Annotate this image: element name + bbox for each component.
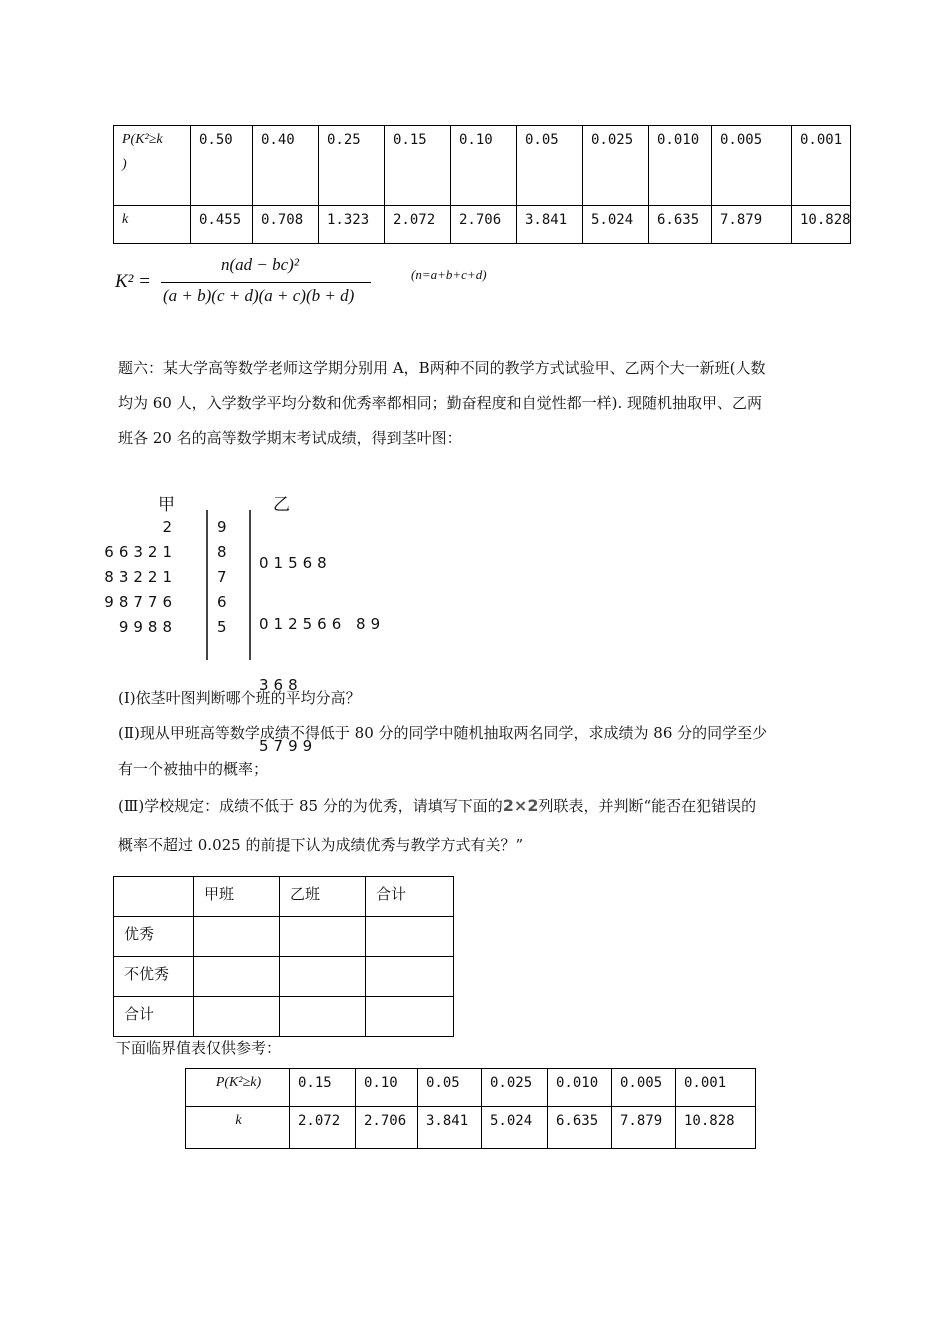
p-label: P(K²≥k)	[186, 1069, 290, 1107]
k-value: 2.706	[356, 1107, 418, 1149]
leaf-row: 66321	[104, 543, 177, 561]
question-3a-post: 列联表，并判断“能否在犯错误的	[538, 797, 757, 815]
stem-value: 5	[217, 618, 232, 636]
k-row	[186, 1107, 756, 1149]
p-value: 0.15	[385, 126, 451, 206]
formula-lhs: K² =	[115, 271, 151, 292]
k-value: 7.879	[612, 1107, 676, 1149]
stem-value: 8	[217, 543, 232, 561]
p-row	[186, 1069, 756, 1107]
leaf-row: 98776	[104, 593, 177, 611]
stem-value: 6	[217, 593, 232, 611]
left-title: 甲	[158, 495, 180, 515]
p-value: 0.05	[418, 1069, 482, 1107]
stem-value: 9	[217, 518, 232, 536]
table-row	[114, 917, 454, 957]
stem-divider-left	[206, 510, 208, 660]
stem-value: 7	[217, 568, 232, 586]
problem-line: 均为 60 人，入学数学平均分数和优秀率都相同；勤奋程度和自觉性都一样). 现随机抽取甲、乙两	[118, 394, 763, 412]
k-value: 0.455	[191, 206, 253, 244]
question-2a: (Ⅱ)现从甲班高等数学成绩不得低于 80 分的同学中随机抽取两名同学，求成绩为 86 分的同学至少	[118, 724, 768, 742]
k-value: 2.072	[385, 206, 451, 244]
p-value: 0.005	[712, 126, 792, 206]
p-label-close: )	[122, 157, 127, 172]
p-value: 0.25	[319, 126, 385, 206]
left-leaves	[104, 518, 177, 643]
formula-numerator: n(ad − bc)²	[221, 255, 299, 274]
problem-line: 班各 20 名的高等数学期末考试成绩，得到茎叶图：	[118, 429, 462, 447]
k-value: 5.024	[482, 1107, 548, 1149]
k-value: 3.841	[418, 1107, 482, 1149]
k-value: 2.072	[290, 1107, 356, 1149]
stem-divider-right	[249, 510, 251, 660]
problem-line: 题六：某大学高等数学老师这学期分别用 A，B两种不同的教学方式试验甲、乙两个大一新班(人数	[118, 359, 766, 377]
stems	[217, 518, 232, 643]
k-row	[114, 206, 851, 244]
k-value: 10.828	[792, 206, 851, 244]
k-value: 2.706	[451, 206, 517, 244]
leaf-row: 012566 89	[259, 615, 386, 633]
p-value: 0.50	[191, 126, 253, 206]
row-label: 优秀	[114, 917, 194, 957]
p-value: 0.001	[792, 126, 851, 206]
k-value: 6.635	[548, 1107, 612, 1149]
blank-cell[interactable]	[366, 997, 454, 1037]
p-value: 0.025	[583, 126, 649, 206]
p-value: 0.010	[548, 1069, 612, 1107]
blank-cell[interactable]	[366, 957, 454, 997]
p-value: 0.05	[517, 126, 583, 206]
leaf-row: 9988	[118, 618, 177, 636]
blank-cell[interactable]	[194, 917, 280, 957]
k-value: 3.841	[517, 206, 583, 244]
row-label: 合计	[114, 997, 194, 1037]
leaf-row: 2	[162, 518, 177, 536]
reference-caption: 下面临界值表仅供参考：	[116, 1039, 282, 1057]
leaf-row: 83221	[104, 568, 177, 586]
question-3a-pre: (Ⅲ)学校规定：成绩不低于 85 分的为优秀，请填写下面的	[118, 797, 503, 815]
chi-square-formula	[113, 253, 533, 313]
p-label: P(K²≥k	[122, 132, 163, 147]
blank-cell[interactable]	[280, 957, 366, 997]
problem-statement	[118, 352, 858, 454]
header-cell: 乙班	[280, 877, 366, 917]
k-value: 5.024	[583, 206, 649, 244]
header-cell: 合计	[366, 877, 454, 917]
k-value: 0.708	[253, 206, 319, 244]
leaf-row: 01568	[259, 554, 332, 572]
k-label: k	[114, 206, 191, 244]
questions	[118, 687, 858, 855]
table-row	[114, 997, 454, 1037]
header-cell	[114, 877, 194, 917]
question-3b: 概率不超过 0.025 的前提下认为成绩优秀与教学方式有关？”	[118, 836, 524, 854]
blank-cell[interactable]	[280, 917, 366, 957]
blank-cell[interactable]	[280, 997, 366, 1037]
k-value: 10.828	[676, 1107, 756, 1149]
p-value: 0.40	[253, 126, 319, 206]
table-row	[114, 957, 454, 997]
p-value: 0.010	[649, 126, 712, 206]
leaf-row: 5799	[259, 737, 318, 755]
formula-note: (n=a+b+c+d)	[411, 267, 487, 282]
p-value: 0.10	[356, 1069, 418, 1107]
table-row	[114, 877, 454, 917]
blank-cell[interactable]	[194, 957, 280, 997]
p-value: 0.10	[451, 126, 517, 206]
contingency-table	[113, 876, 454, 1037]
leaf-row: 368	[259, 676, 303, 694]
p-value: 0.001	[676, 1069, 756, 1107]
question-1: (Ⅰ)依茎叶图判断哪个班的平均分高？	[118, 689, 361, 707]
p-row	[114, 126, 851, 206]
p-value: 0.025	[482, 1069, 548, 1107]
fraction-bar	[161, 282, 371, 283]
formula-denominator: (a + b)(c + d)(a + c)(b + d)	[163, 286, 355, 305]
k-value: 6.635	[649, 206, 712, 244]
critical-value-table-bottom	[185, 1068, 756, 1149]
row-label: 不优秀	[114, 957, 194, 997]
header-cell: 甲班	[194, 877, 280, 917]
k-value: 7.879	[712, 206, 792, 244]
k-value: 1.323	[319, 206, 385, 244]
k-label: k	[186, 1107, 290, 1149]
right-title: 乙	[273, 495, 295, 515]
critical-value-table-top	[113, 125, 851, 244]
p-value: 0.15	[290, 1069, 356, 1107]
p-label-cell	[114, 126, 191, 206]
p-value: 0.005	[612, 1069, 676, 1107]
blank-cell[interactable]	[194, 997, 280, 1037]
blank-cell[interactable]	[366, 917, 454, 957]
question-3a	[118, 795, 858, 835]
question-2b: 有一个被抽中的概率；	[118, 760, 269, 778]
table-size: 2×2	[502, 796, 539, 815]
